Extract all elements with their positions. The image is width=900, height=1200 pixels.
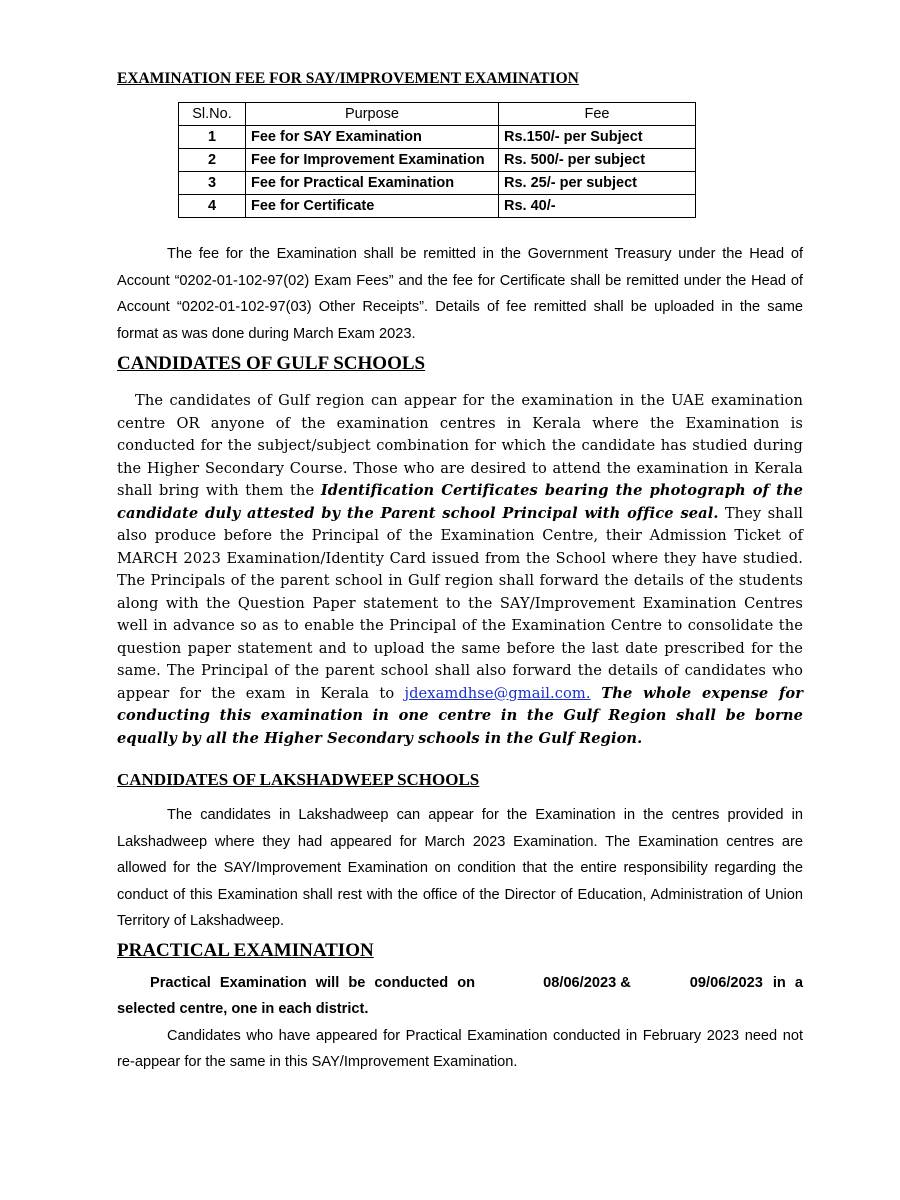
row-number: 2 (179, 149, 246, 172)
table-row (179, 195, 696, 218)
fee-section-heading: EXAMINATION FEE FOR SAY/IMPROVEMENT EXAMINATION (117, 70, 579, 87)
row-purpose: Fee for Improvement Examination (246, 149, 499, 172)
gulf-section-heading: CANDIDATES OF GULF SCHOOLS (117, 353, 426, 374)
practical-dates-paragraph (117, 970, 803, 1023)
gulf-emphasis-identification: Identification Certificates bearing the photograph of the candidate duly attested by the Parent school Principal with office seal. (117, 482, 803, 522)
table-row (179, 126, 696, 149)
gulf-section-paragraph (117, 390, 803, 750)
row-fee: Rs. 40/- (499, 195, 696, 218)
row-number: 4 (179, 195, 246, 218)
lakshadweep-paragraph: The candidates in Lakshadweep can appear for the Examination in the centres provided in Lakshadweep where they had appeared for March 2023 Examination. The Examination centres are allowed for the SAY/Improvement Examination on condition that the entire responsibility regarding the conduct of this Examination shall rest with the office of the Director of Education, Administration of Union Territory of Lakshadweep. (117, 807, 803, 929)
practical-text-after: in a selected centre, one in each district. (117, 974, 803, 1017)
fee-table-header-row (179, 103, 696, 126)
column-header-slno: Sl.No. (179, 103, 246, 126)
practical-reappear-paragraph: Candidates who have appeared for Practical Examination conducted in February 2023 need not re-appear for the same in this SAY/Improvement Examination. (117, 1027, 803, 1070)
fee-remittance-paragraph: The fee for the Examination shall be remitted in the Government Treasury under the Head of Account “0202-01-102-97(02) Exam Fees” and the fee for Certificate shall be remitted under the Head of Account “0202-01-102-97(03) Other Receipts”. Details of fee remitted shall be uploaded in the same format as was done during March Exam 2023. (117, 246, 803, 342)
table-row (179, 149, 696, 172)
gulf-text-part-2: They shall also produce before the Principal of the Examination Centre, their Admission Ticket of MARCH 2023 Examination/Identity Card issued from the School where they have studied. The Principals of the parent school in Gulf region shall forward the details of the students along with the Question Paper statement to the SAY/Improvement Examination Centres well in advance so as to enable the Principal of the Examination Centre to consolidate the question paper statement and to upload the same before the last date prescribed for the same. The Principal of the parent school shall also forward the details of candidates who appear for the exam in Kerala to (117, 504, 803, 702)
row-purpose: Fee for Practical Examination (246, 172, 499, 195)
fee-table (178, 102, 696, 218)
column-header-purpose: Purpose (246, 103, 499, 126)
row-fee: Rs.150/- per Subject (499, 126, 696, 149)
email-link[interactable]: jdexamdhse@gmail.com. (404, 684, 591, 702)
practical-date-1: 08/06/2023 & (543, 974, 631, 991)
practical-date-2: 09/06/2023 (689, 974, 763, 991)
lakshadweep-section-heading: CANDIDATES OF LAKSHADWEEP SCHOOLS (117, 770, 480, 789)
row-fee: Rs. 25/- per subject (499, 172, 696, 195)
practical-section-heading: PRACTICAL EXAMINATION (117, 939, 374, 961)
row-purpose: Fee for Certificate (246, 195, 499, 218)
row-number: 1 (179, 126, 246, 149)
row-fee: Rs. 500/- per subject (499, 149, 696, 172)
document-page (117, 70, 803, 1076)
table-row (179, 172, 696, 195)
gulf-emphasis-expense: The whole expense for conducting this examination in one centre in the Gulf Region shall be borne equally by all the Higher Secondary schools in the Gulf Region. (117, 684, 803, 747)
column-header-fee: Fee (499, 103, 696, 126)
row-number: 3 (179, 172, 246, 195)
row-purpose: Fee for SAY Examination (246, 126, 499, 149)
practical-text-before: Practical Examination will be conducted on (150, 974, 476, 991)
gulf-text-part-1: The candidates of Gulf region can appear for the examination in the UAE examination centre OR anyone of the examination centres in Kerala where the Examination is conducted for the subject/subject combination for which the candidate has studied during the Higher Secondary Course. Those who are desired to attend the examination in Kerala shall bring with them the (117, 392, 803, 499)
